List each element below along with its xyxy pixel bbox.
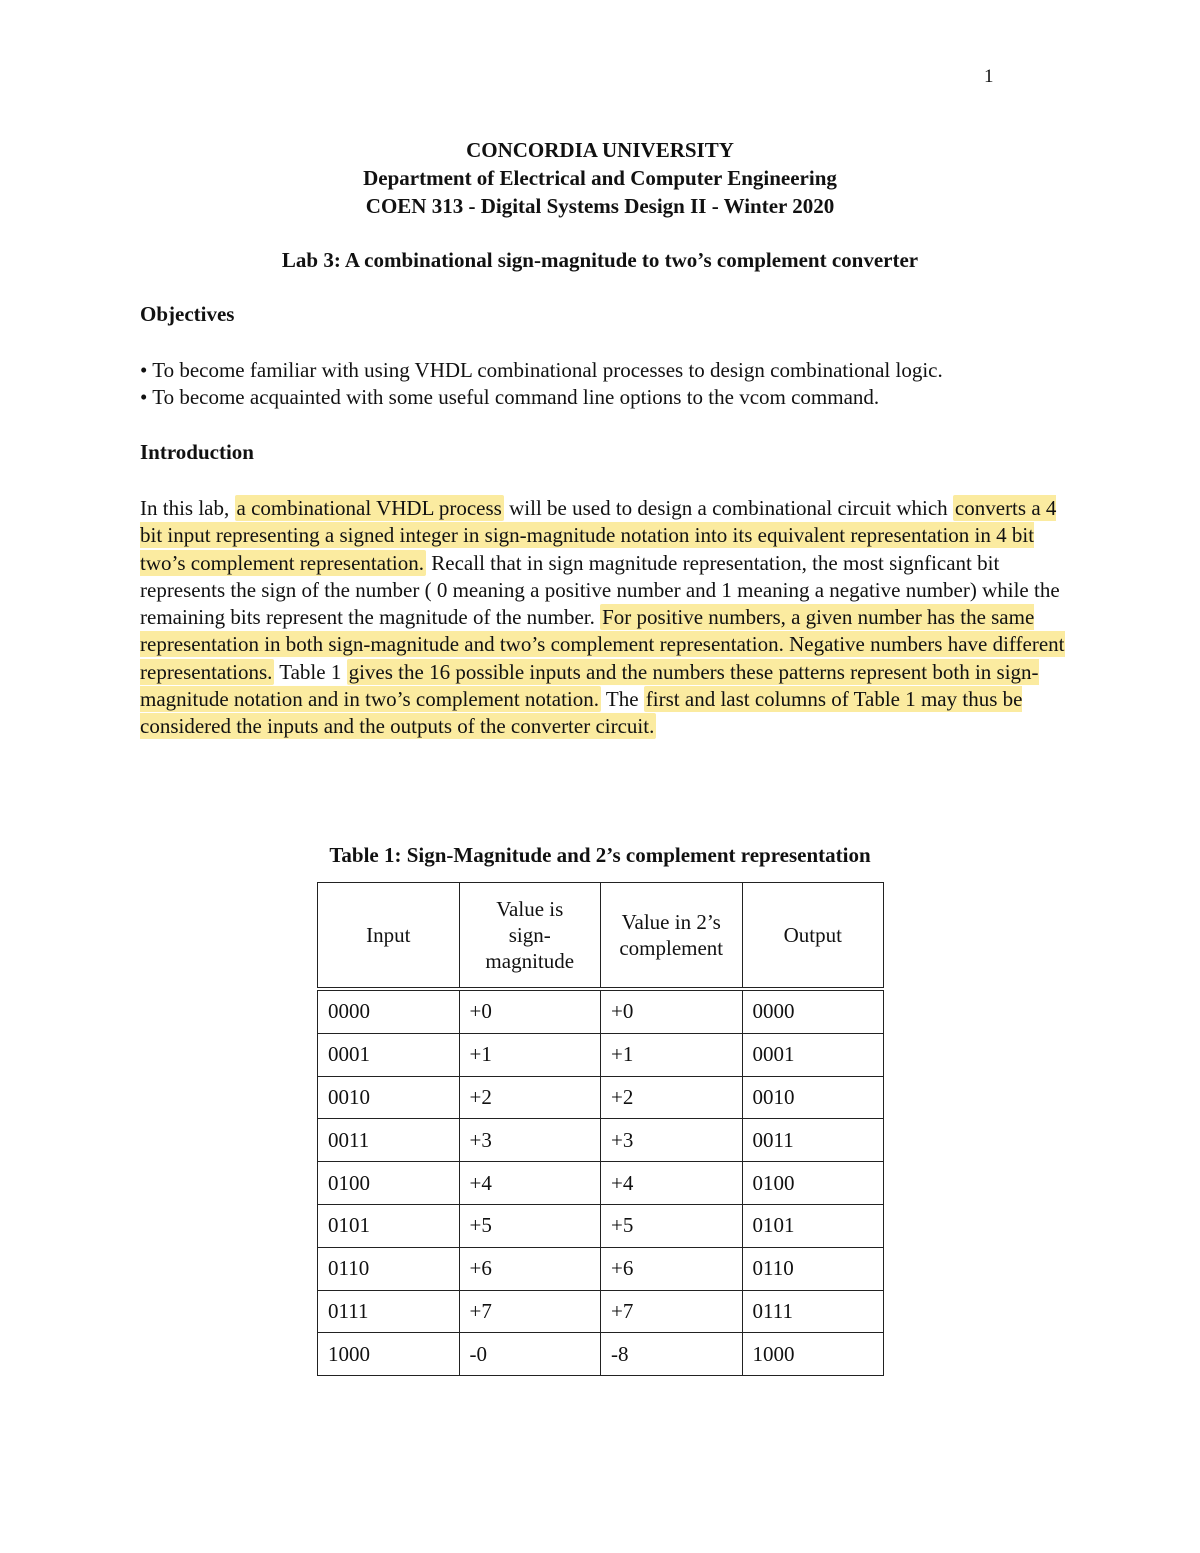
intro-text: Table 1 xyxy=(274,659,347,684)
table-cell: +7 xyxy=(459,1290,601,1333)
table-cell: +1 xyxy=(601,1033,743,1076)
lab-title: Lab 3: A combinational sign-magnitude to two’s complement converter xyxy=(281,248,919,272)
table-header-row xyxy=(318,883,884,990)
objectives-list xyxy=(140,357,943,411)
table-row xyxy=(318,989,884,1033)
highlighted-text: For positive numbers, a given number has the same representation in both sign-magnitude and two’s complement representation. Negative numbers have different representations. xyxy=(140,605,1065,684)
header-sign-magnitude xyxy=(459,883,601,990)
intro-text: In this lab, xyxy=(140,496,235,520)
table-cell: 0010 xyxy=(742,1076,884,1119)
table-row xyxy=(318,1162,884,1205)
table-cell: 0111 xyxy=(742,1290,884,1333)
university-name: CONCORDIA UNIVERSITY xyxy=(466,138,734,162)
table-cell: 0101 xyxy=(318,1204,460,1247)
table-cell: +3 xyxy=(601,1119,743,1162)
header-output: Output xyxy=(742,883,884,990)
table-cell: +4 xyxy=(459,1162,601,1205)
table-caption: Table 1: Sign-Magnitude and 2’s complement representation xyxy=(329,843,871,867)
table-cell: 0000 xyxy=(742,989,884,1033)
table-cell: 0101 xyxy=(742,1204,884,1247)
introduction-heading: Introduction xyxy=(140,440,254,464)
table-cell: 0000 xyxy=(318,989,460,1033)
table-cell: -0 xyxy=(459,1333,601,1376)
table-cell: +2 xyxy=(601,1076,743,1119)
intro-text: Recall that in sign magnitude representation, the most signficant bit represents the sign of the number ( 0 meaning a positive number and 1 meaning a negative number) while the remaining bits represent the magnitude of the number. xyxy=(140,550,1060,630)
table-row xyxy=(318,1290,884,1333)
table-row xyxy=(318,1076,884,1119)
document-header xyxy=(0,136,1200,220)
table-cell: 0111 xyxy=(318,1290,460,1333)
objective-item: • To become familiar with using VHDL combinational processes to design combinational logic. xyxy=(140,358,943,382)
table-cell: 0100 xyxy=(318,1162,460,1205)
highlighted-text: gives the 16 possible inputs and the numbers these patterns represent both in sign-magnitude notation and in two’s complement notation. xyxy=(140,659,1039,712)
representation-table xyxy=(317,882,884,1376)
table-cell: +4 xyxy=(601,1162,743,1205)
table-cell: +1 xyxy=(459,1033,601,1076)
table-cell: 0011 xyxy=(742,1119,884,1162)
header-input: Input xyxy=(318,883,460,990)
table-cell: +6 xyxy=(601,1247,743,1290)
table-cell: 0110 xyxy=(742,1247,884,1290)
table-cell: +2 xyxy=(459,1076,601,1119)
page-number: 1 xyxy=(984,66,994,87)
highlighted-text: converts a 4 bit input representing a signed integer in sign-magnitude notation into its equivalent representation in 4 bit two’s complement representation. xyxy=(140,496,1057,575)
table-cell: +0 xyxy=(601,989,743,1033)
table-cell: +5 xyxy=(601,1204,743,1247)
table-cell: +7 xyxy=(601,1290,743,1333)
table-row xyxy=(318,1119,884,1162)
intro-text: will be used to design a combinational circuit which xyxy=(503,496,953,520)
header-sign-magnitude-label: Value is sign-magnitude xyxy=(485,897,575,973)
introduction-paragraph xyxy=(140,495,1070,741)
objectives-heading: Objectives xyxy=(140,302,235,326)
table-cell: +0 xyxy=(459,989,601,1033)
table-cell: +6 xyxy=(459,1247,601,1290)
table-row xyxy=(318,1333,884,1376)
intro-text: The xyxy=(601,687,644,712)
table-row xyxy=(318,1033,884,1076)
department-name: Department of Electrical and Computer Engineering xyxy=(363,166,837,190)
highlighted-text: first and last columns of Table 1 may thus be considered the inputs and the outputs of the converter circuit. xyxy=(140,687,1023,739)
table-cell: +3 xyxy=(459,1119,601,1162)
header-twos-complement xyxy=(601,883,743,990)
table-cell: 0001 xyxy=(742,1033,884,1076)
table-cell: 0010 xyxy=(318,1076,460,1119)
header-twos-complement-label: Value in 2’s complement xyxy=(619,910,724,960)
highlighted-text: a combinational VHDL process xyxy=(236,496,502,520)
table-cell: +5 xyxy=(459,1204,601,1247)
table-cell: 0011 xyxy=(318,1119,460,1162)
table-row xyxy=(318,1204,884,1247)
table-cell: 0110 xyxy=(318,1247,460,1290)
table-cell: 0100 xyxy=(742,1162,884,1205)
table-cell: 1000 xyxy=(742,1333,884,1376)
table-cell: 1000 xyxy=(318,1333,460,1376)
course-title: COEN 313 - Digital Systems Design II - Winter 2020 xyxy=(365,194,835,218)
table-cell: 0001 xyxy=(318,1033,460,1076)
table-row xyxy=(318,1247,884,1290)
objective-item: • To become acquainted with some useful command line options to the vcom command. xyxy=(140,385,880,409)
table-cell: -8 xyxy=(601,1333,743,1376)
table-body xyxy=(318,989,884,1376)
